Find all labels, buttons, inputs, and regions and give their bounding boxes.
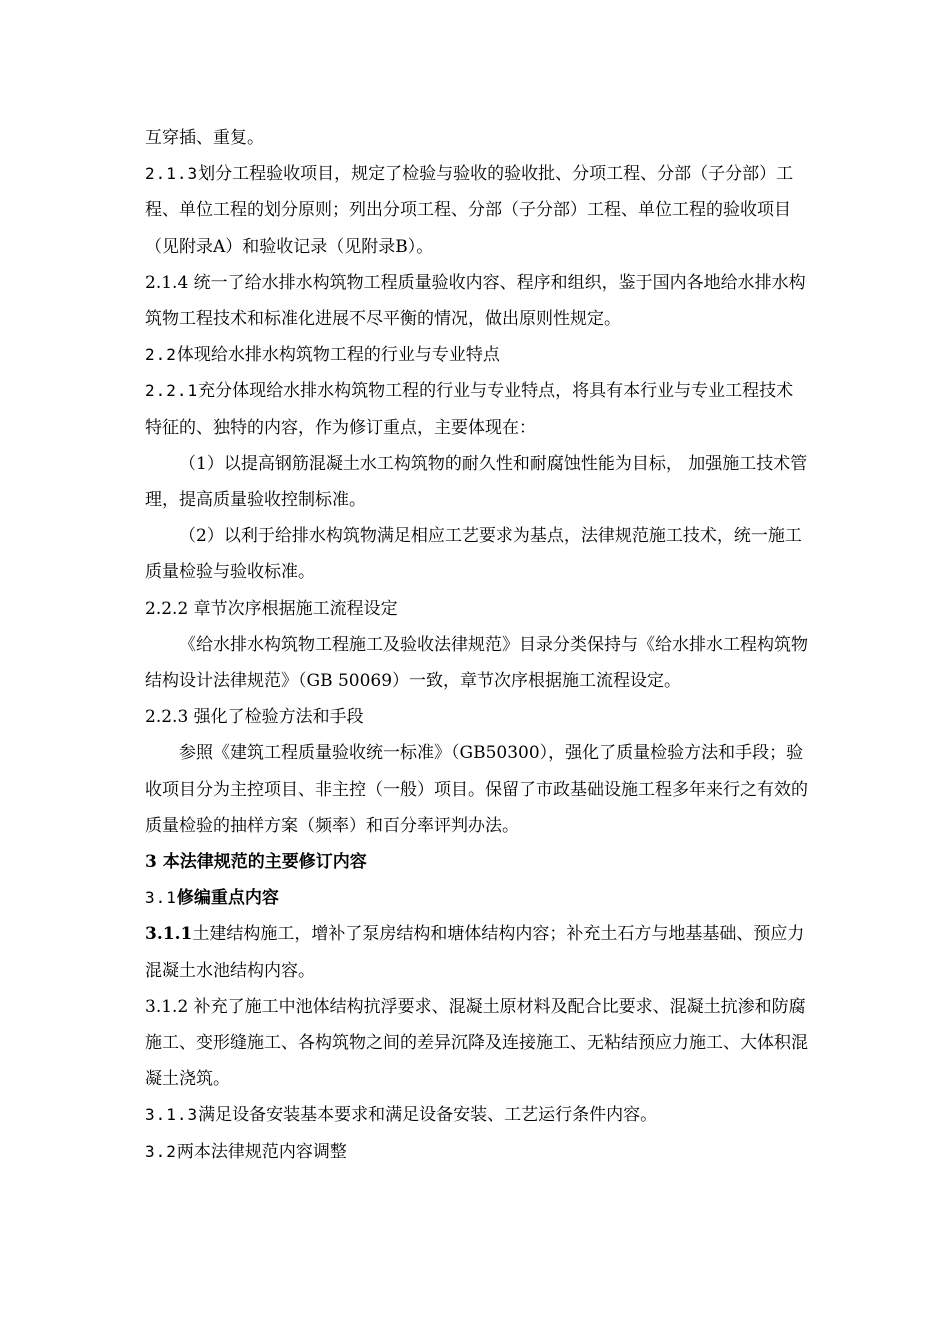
paragraph-2-1-4 — [145, 265, 810, 337]
section-number: 2.2.1 — [145, 381, 199, 401]
section-number: 3.1.3 — [145, 1105, 199, 1125]
section-number: 2.2 — [145, 345, 177, 365]
heading-text: 2.2.3 强化了检验方法和手段 — [145, 707, 364, 728]
paragraph-3-1-2 — [145, 989, 810, 1098]
heading-text: 2.2.2 章节次序根据施工流程设定 — [145, 598, 398, 619]
list-item-text: （2）以利于给排水构筑物满足相应工艺要求为基点，法律规范施工技术，统一施工质量检验与验收标准。 — [145, 526, 802, 583]
paragraph-continuation — [145, 120, 810, 156]
paragraph-catalog — [145, 627, 810, 699]
paragraph-3-1-3 — [145, 1097, 810, 1133]
paragraph-2-1-3 — [145, 156, 810, 265]
section-number: 3.1 — [145, 888, 177, 908]
paragraph-text: 土建结构施工，增补了泵房结构和塘体结构内容；补充土石方与地基基础、预应力混凝土水池结构内容。 — [145, 924, 805, 981]
paragraph-text: 参照《建筑工程质量验收统一标准》（GB50300），强化了质量检验方法和手段；验收项目分为主控项目、非主控（一般）项目。保留了市政基础设施工程多年来行之有效的质量检验的抽样方案（频率）和百分率评判办法。 — [145, 743, 808, 836]
heading-text: 修编重点内容 — [176, 888, 279, 909]
paragraph-2-2-1 — [145, 373, 810, 445]
heading-2-2-3 — [145, 699, 810, 735]
heading-2-2 — [145, 337, 810, 373]
paragraph-text: 划分工程验收项目，规定了检验与验收的验收批、分项工程、分部（子分部）工程、单位工程的划分原则；列出分项工程、分部（子分部）工程、单位工程的验收项目（见附录A）和验收记录（见附录B）。 — [145, 164, 794, 257]
list-item-1 — [145, 446, 810, 518]
section-number: 3.1.1 — [145, 924, 193, 945]
paragraph-3-1-1 — [145, 916, 810, 988]
section-number: 2.1.3 — [145, 164, 199, 184]
paragraph-text: 2.1.4 统一了给水排水构筑物工程质量验收内容、程序和组织，鉴于国内各地给水排水构筑物工程技术和标准化进展不尽平衡的情况，做出原则性规定。 — [145, 272, 806, 330]
list-item-2 — [145, 518, 810, 590]
paragraph-text: 充分体现给水排水构筑物工程的行业与专业特点，将具有本行业与专业工程技术特征的、独特的内容，作为修订重点，主要体现在： — [145, 381, 794, 438]
paragraph-text: 《给水排水构筑物工程施工及验收法律规范》目录分类保持与《给水排水工程构筑物结构设计法律规范》（GB 50069）一致，章节次序根据施工流程设定。 — [145, 634, 808, 692]
paragraph-reference — [145, 735, 810, 844]
heading-text: 3 本法律规范的主要修订内容 — [145, 852, 367, 873]
heading-3 — [145, 844, 810, 880]
paragraph-text: 满足设备安装基本要求和满足设备安装、工艺运行条件内容。 — [198, 1105, 658, 1126]
section-number: 3.2 — [145, 1141, 177, 1161]
heading-3-1 — [145, 880, 810, 916]
paragraph-text: 互穿插、重复。 — [145, 128, 264, 148]
heading-3-2 — [145, 1134, 810, 1170]
paragraph-text: 3.1.2 补充了施工中池体结构抗浮要求、混凝土原材料及配合比要求、混凝土抗渗和防腐施工、变形缝施工、各构筑物之间的差异沉降及连接施工、无粘结预应力施工、大体积混凝土浇筑。 — [145, 996, 808, 1090]
heading-text: 两本法律规范内容调整 — [176, 1141, 347, 1162]
heading-text: 体现给水排水构筑物工程的行业与专业特点 — [176, 345, 500, 366]
heading-2-2-2 — [145, 591, 810, 627]
list-item-text: （1）以提高钢筋混凝土水工构筑物的耐久性和耐腐蚀性能为目标， 加强施工技术管理，提高质量验收控制标准。 — [145, 453, 808, 511]
document-body — [145, 120, 810, 1170]
